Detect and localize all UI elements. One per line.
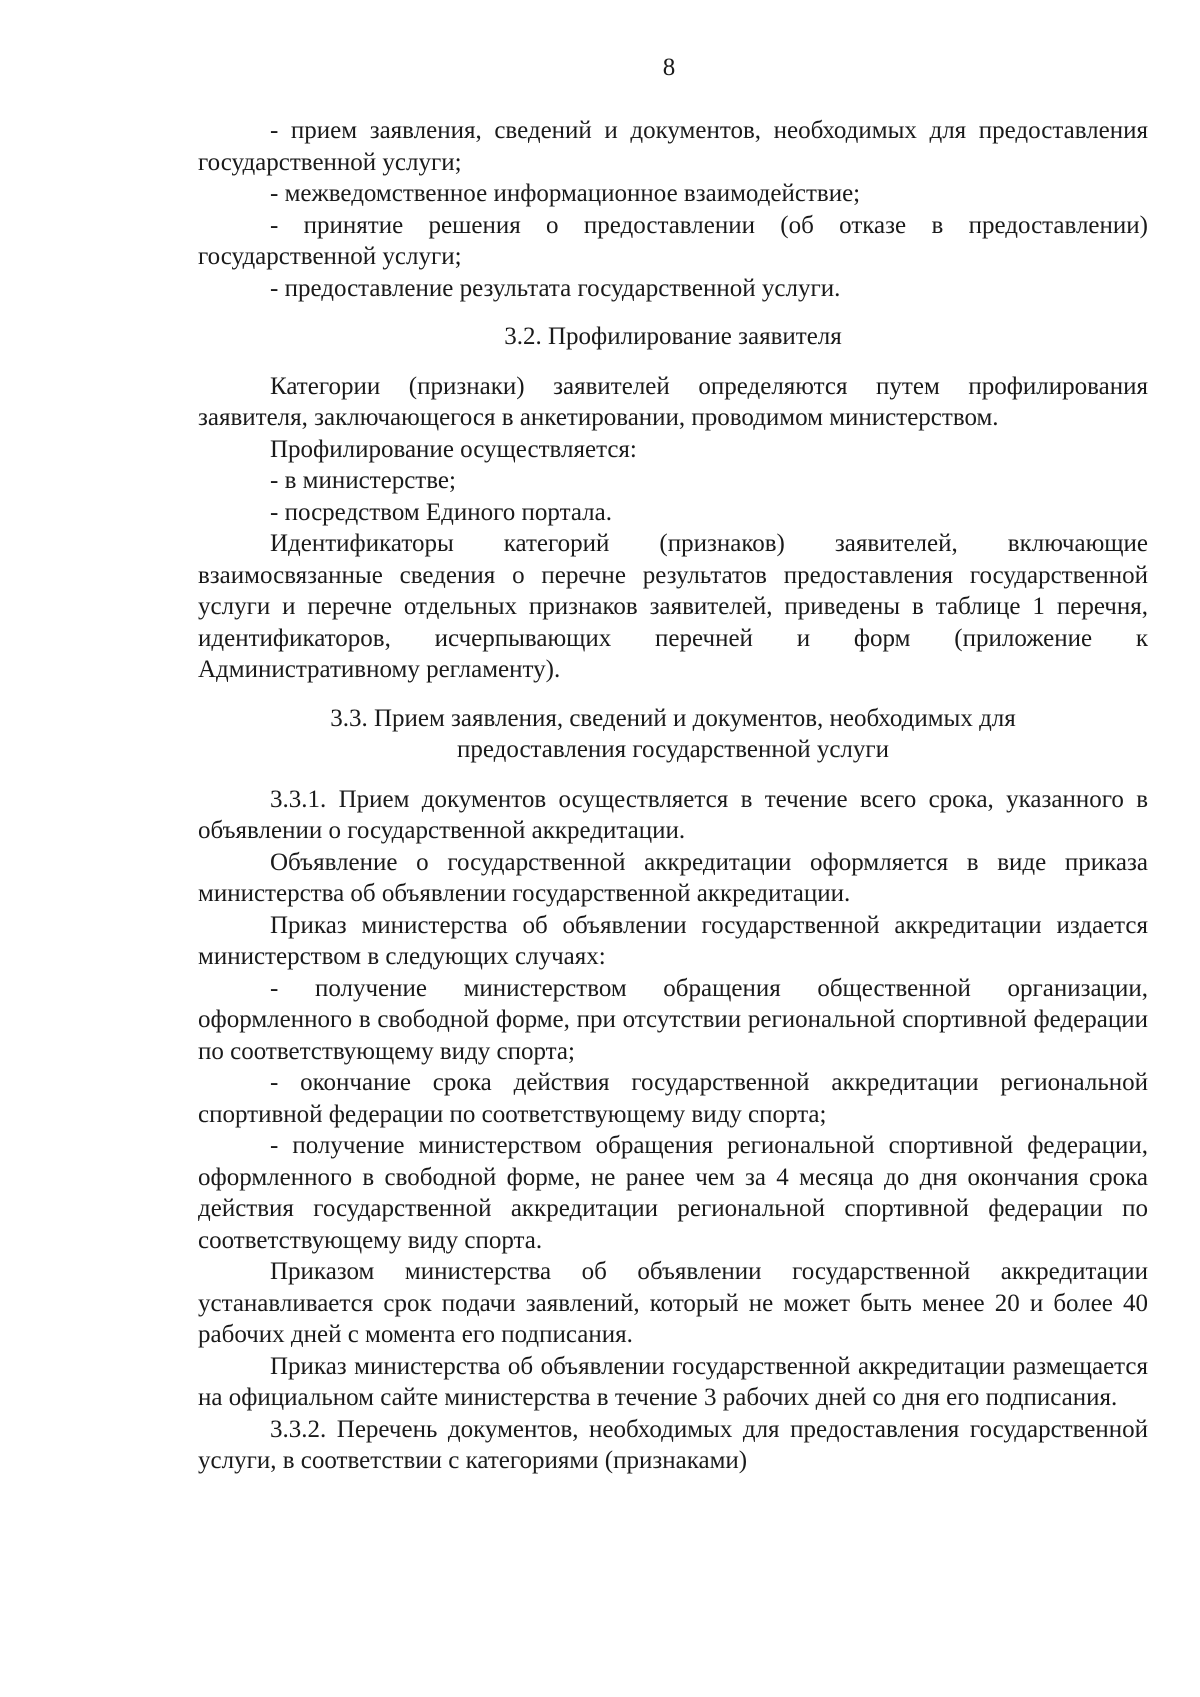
section-heading-3-3 — [198, 703, 1148, 766]
paragraph: 3.3.2. Перечень документов, необходимых для предоставления государственной услуги, в соответствии с категориями (признаками) — [198, 1415, 1148, 1474]
section-heading-3-3-line-2: предоставления государственной услуги — [456, 736, 890, 763]
list-item: - принятие решения о предоставлении (об отказе в предоставлении) государственной услуги; — [198, 211, 1148, 270]
list-item: - получение министерством обращения региональной спортивной федерации, оформленного в свободной форме, не ранее чем за 4 месяца до дня окончания срока действия государственной аккредитации региональной спортивной федерации по соответствующему виду спорта. — [198, 1132, 1148, 1254]
list-item: - межведомственное информационное взаимодействие; — [270, 180, 861, 207]
paragraph: Приказ министерства об объявлении государственной аккредитации размещается на официальном сайте министерства в течение 3 рабочих дней со дня его подписания. — [198, 1352, 1148, 1411]
page-number: 8 — [662, 54, 676, 81]
paragraph: Профилирование осуществляется: — [270, 435, 637, 463]
paragraph: Приказ министерства об объявлении государственной аккредитации издается министерством в следующих случаях: — [198, 911, 1148, 970]
list-item: - получение министерством обращения общественной организации, оформленного в свободной форме, при отсутствии региональной спортивной федерации по соответствующему виду спорта; — [198, 974, 1148, 1065]
paragraph: Категории (признаки) заявителей определяются путем профилирования заявителя, заключающегося в анкетировании, проводимом министерством. — [198, 372, 1148, 431]
section-heading-3-2: 3.2. Профилирование заявителя — [504, 323, 842, 350]
paragraph: Объявление о государственной аккредитации оформляется в виде приказа министерства об объявлении государственной аккредитации. — [198, 848, 1148, 907]
section-3-3-body — [198, 784, 1148, 1477]
list-item: - предоставление результата государственной услуги. — [270, 274, 841, 302]
paragraph: 3.3.1. Прием документов осуществляется в течение всего срока, указанного в объявлении о государственной аккредитации. — [198, 785, 1148, 844]
list-item: - в министерстве; — [270, 467, 456, 494]
section-heading-3-3-line-1: 3.3. Прием заявления, сведений и документов, необходимых для — [330, 704, 1016, 732]
paragraph: Приказом министерства об объявлении государственной аккредитации устанавливается срок подачи заявлений, который не может быть менее 20 и более 40 рабочих дней с момента его подписания. — [198, 1258, 1148, 1348]
paragraph: Идентификаторы категорий (признаков) заявителей, включающие взаимосвязанные сведения о перечне результатов предоставления государственной услуги и перечне отдельных признаков заявителей, приведены в таблице 1 перечня, идентификаторов, исчерпывающих перечней и форм (приложение к Административному регламенту). — [198, 530, 1148, 683]
list-item: - посредством Единого портала. — [270, 498, 612, 526]
list-item: - окончание срока действия государственной аккредитации региональной спортивной федерации по соответствующему виду спорта; — [198, 1069, 1148, 1128]
section-3-1-list — [198, 115, 1148, 1477]
list-item: - прием заявления, сведений и документов, необходимых для предоставления государственной услуги; — [198, 117, 1148, 176]
section-3-2-body — [198, 371, 1148, 686]
